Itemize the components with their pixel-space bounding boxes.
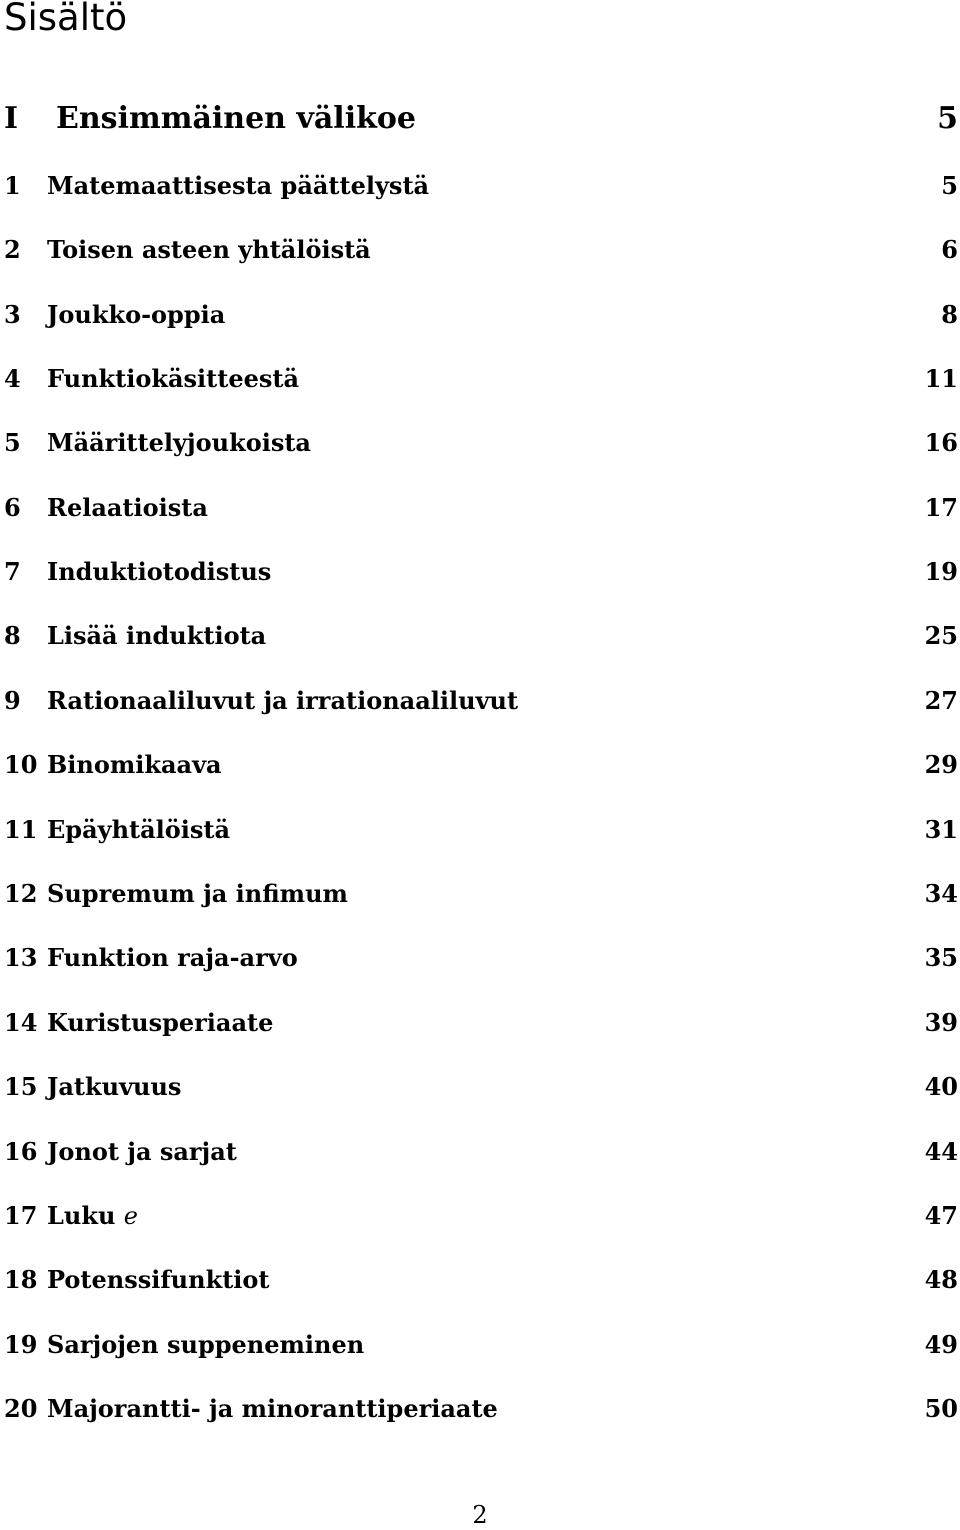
chapter-number: 19 <box>4 1329 38 1359</box>
chapter-number: 14 <box>4 1007 38 1037</box>
toc-chapter-entry <box>4 167 958 203</box>
chapter-title: Kuristusperiaate <box>47 1007 274 1037</box>
chapter-title: Funktion raja-arvo <box>47 942 298 972</box>
toc-chapter-entry <box>4 1133 958 1169</box>
chapter-number: 12 <box>4 878 38 908</box>
toc-chapter-entry <box>4 424 958 460</box>
chapter-number: 9 <box>4 685 21 715</box>
toc-chapter-entry <box>4 1390 958 1426</box>
chapter-page: 44 <box>924 1136 958 1166</box>
toc-chapter-entry <box>4 553 958 589</box>
chapter-title: Epäyhtälöistä <box>47 814 231 844</box>
page-number: 2 <box>472 1501 488 1529</box>
chapter-page: 16 <box>924 427 958 457</box>
chapter-number: 17 <box>4 1200 38 1230</box>
chapter-number: 2 <box>4 234 21 264</box>
chapter-title: Sarjojen suppeneminen <box>47 1329 365 1359</box>
chapter-page: 8 <box>941 299 958 329</box>
chapter-page: 50 <box>924 1393 958 1423</box>
chapter-page: 19 <box>924 556 958 586</box>
toc-chapter-entry <box>4 1004 958 1040</box>
chapter-number: 15 <box>4 1071 38 1101</box>
chapter-title: Induktiotodistus <box>47 556 272 586</box>
chapter-number: 5 <box>4 427 21 457</box>
part-page: 5 <box>937 100 958 136</box>
chapter-number: 11 <box>4 814 38 844</box>
chapter-page: 40 <box>924 1071 958 1101</box>
toc-chapter-entry <box>4 1197 958 1233</box>
chapter-title: Majorantti- ja minoranttiperiaate <box>47 1393 498 1423</box>
chapter-number: 16 <box>4 1136 38 1166</box>
chapter-number: 7 <box>4 556 21 586</box>
chapter-page: 48 <box>924 1264 958 1294</box>
toc-chapter-entry <box>4 1261 958 1297</box>
part-number: I <box>4 100 19 136</box>
toc-chapter-entry <box>4 746 958 782</box>
chapter-title: Jonot ja sarjat <box>47 1136 237 1166</box>
chapter-page: 29 <box>924 749 958 779</box>
chapter-page: 39 <box>924 1007 958 1037</box>
chapter-title-text: Luku <box>47 1200 116 1230</box>
chapter-title: Jatkuvuus <box>47 1071 182 1101</box>
chapter-page: 6 <box>941 234 958 264</box>
chapter-number: 8 <box>4 620 21 650</box>
toc-title: Sisältö <box>4 0 128 39</box>
chapter-number: 1 <box>4 170 21 200</box>
toc-chapter-entry <box>4 939 958 975</box>
toc-chapter-entry <box>4 811 958 847</box>
chapter-page: 17 <box>924 492 958 522</box>
toc-chapter-entry <box>4 682 958 718</box>
chapter-number: 3 <box>4 299 21 329</box>
toc-chapter-entry <box>4 1326 958 1362</box>
chapter-number: 6 <box>4 492 21 522</box>
chapter-number: 13 <box>4 942 38 972</box>
toc-chapter-entry <box>4 1068 958 1104</box>
chapter-title: Määrittelyjoukoista <box>47 427 311 457</box>
toc-chapter-entry <box>4 296 958 332</box>
chapter-page: 47 <box>924 1200 958 1230</box>
toc-chapter-entry <box>4 617 958 653</box>
chapter-page: 5 <box>941 170 958 200</box>
chapter-title: Funktiokäsitteestä <box>47 363 300 393</box>
chapter-title: Toisen asteen yhtälöistä <box>47 234 371 264</box>
chapter-title <box>47 1201 925 1230</box>
chapter-page: 49 <box>924 1329 958 1359</box>
chapter-title: Lisää induktiota <box>47 620 267 650</box>
chapter-page: 31 <box>924 814 958 844</box>
chapter-number: 10 <box>4 749 38 779</box>
chapter-page: 34 <box>924 878 958 908</box>
chapter-number: 4 <box>4 363 21 393</box>
toc-chapter-entry <box>4 231 958 267</box>
chapter-title: Supremum ja infimum <box>47 878 348 908</box>
toc-chapter-entry <box>4 489 958 525</box>
math-constant-e: e <box>123 1201 138 1230</box>
chapter-page: 25 <box>924 620 958 650</box>
chapter-page: 35 <box>924 942 958 972</box>
part-title: Ensimmäinen välikoe <box>56 100 416 136</box>
chapter-title: Joukko-oppia <box>47 299 226 329</box>
chapter-number: 20 <box>4 1393 38 1423</box>
toc-chapter-entry <box>4 360 958 396</box>
chapter-title: Matemaattisesta päättelystä <box>47 170 430 200</box>
toc-chapter-entry <box>4 875 958 911</box>
chapter-page: 27 <box>924 685 958 715</box>
chapter-title: Binomikaava <box>47 749 222 779</box>
chapter-title: Potenssifunktiot <box>47 1264 270 1294</box>
chapter-page: 11 <box>924 363 958 393</box>
chapter-title: Relaatioista <box>47 492 208 522</box>
chapter-number: 18 <box>4 1264 38 1294</box>
chapter-title: Rationaaliluvut ja irrationaaliluvut <box>47 685 519 715</box>
toc-part-entry <box>4 96 958 140</box>
